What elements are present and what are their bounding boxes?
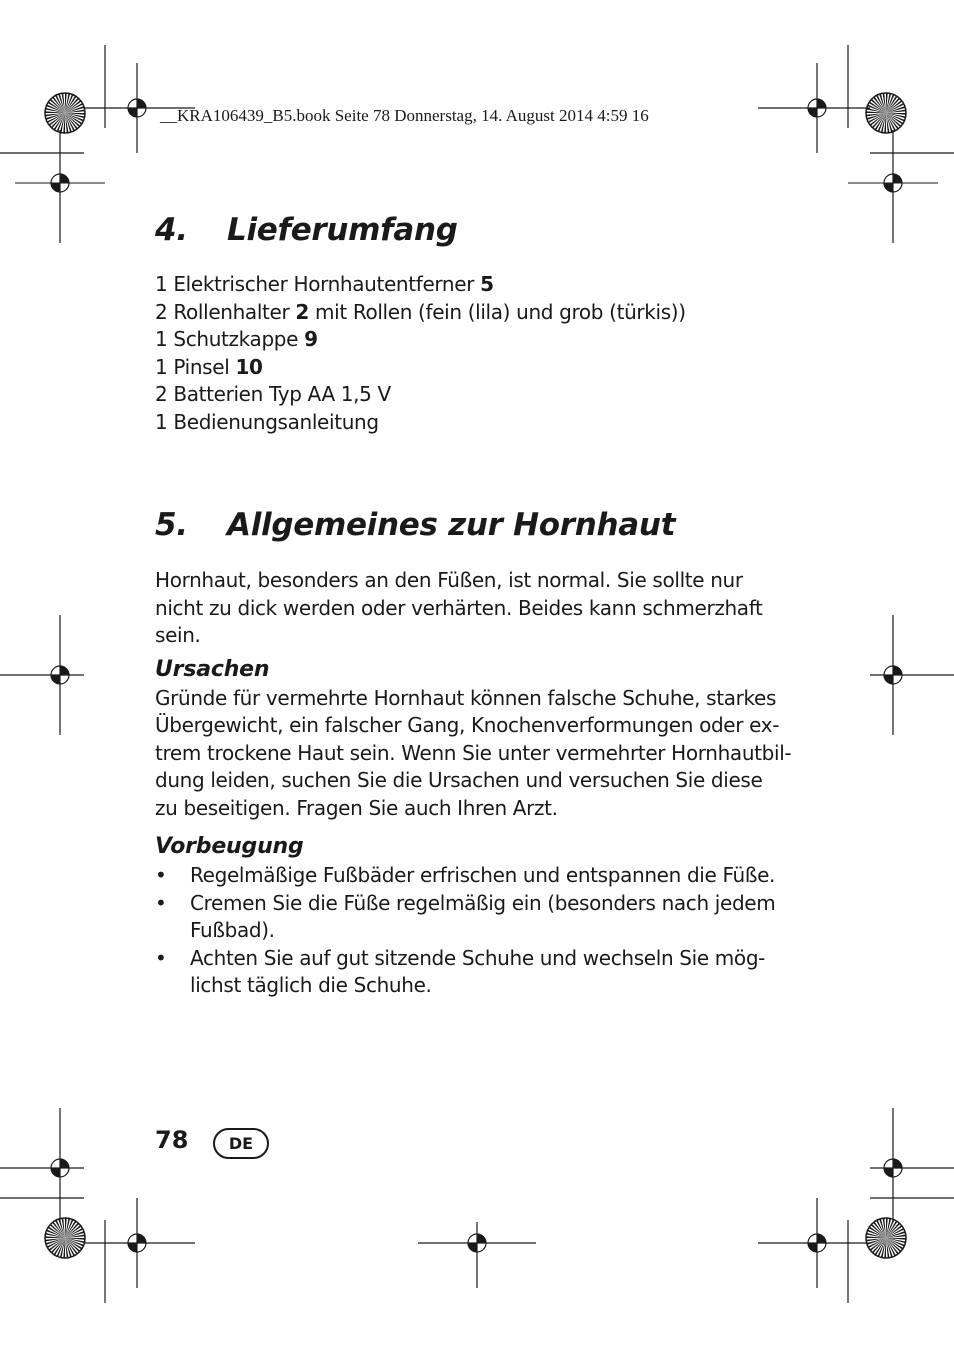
page-number: 78 [155, 1126, 189, 1154]
contents-item-text: 1 Schutzkappe [155, 327, 305, 351]
contents-item-text-after: mit Rollen (fein (lila) und grob (türkis)) [308, 299, 686, 324]
contents-item-text: 1 Pinsel [155, 354, 236, 379]
section-5-body [155, 567, 792, 1000]
text-line: trem trockene Haut sein. Wenn Sie unter vermehrter Hornhautbil- [155, 740, 792, 765]
part-number-ref: 10 [235, 354, 263, 379]
text-line: • Cremen Sie die Füße regelmäßig ein (besonders nach jedem [190, 890, 776, 915]
prevention-item [155, 862, 785, 890]
contents-item-text: 2 Rollenhalter [155, 299, 296, 324]
text-line: Gründe für vermehrte Hornhaut können falsche Schuhe, starkes [155, 685, 777, 710]
text-line: zu beseitigen. Fragen Sie auch Ihren Arzt. [155, 795, 558, 820]
prevention-item [155, 945, 785, 1000]
contents-item-text: 1 Elektrischer Hornhautentferner [155, 272, 481, 296]
contents-item [155, 409, 785, 437]
contents-item-text: 2 Batterien Typ AA 1,5 V [155, 382, 391, 406]
text-line: lichst täglich die Schuhe. [190, 973, 432, 997]
causes-paragraph [155, 685, 792, 823]
text-line: dung leiden, suchen Sie die Ursachen und versuchen Sie diese [155, 768, 763, 792]
contents-item [155, 381, 785, 409]
section-4-number: 4. [155, 212, 188, 248]
part-number-ref: 9 [304, 327, 318, 351]
prevention-item [155, 890, 785, 945]
language-badge: DE [213, 1128, 269, 1159]
section-4-heading [155, 212, 458, 248]
contents-item [155, 299, 785, 327]
text-line: Fußbad). [190, 918, 275, 942]
intro-paragraph [155, 567, 785, 650]
prevention-heading: Vorbeugung [155, 834, 304, 859]
text-line: • Regelmäßige Fußbäder erfrischen und entspannen die Füße. [190, 863, 776, 887]
contents-item [155, 354, 785, 382]
section-4-title: Lieferumfang [227, 212, 458, 248]
print-file-info: __KRA106439_B5.book Seite 78 Donnerstag, 14. August 2014 4:59 16 [160, 106, 649, 125]
causes-heading: Ursachen [155, 656, 270, 682]
text-line: nicht zu dick werden oder verhärten. Beides kann schmerzhaft [155, 595, 763, 620]
text-line: • Achten Sie auf gut sitzende Schuhe und wechseln Sie mög- [190, 945, 766, 970]
part-number-ref: 5 [480, 272, 494, 296]
text-line: Übergewicht, ein falscher Gang, Knochenverformungen oder ex- [155, 713, 780, 737]
contents-item-text: 1 Bedienungsanleitung [155, 409, 379, 434]
delivery-contents-list [155, 271, 785, 436]
contents-item [155, 326, 785, 354]
part-number-ref: 2 [295, 299, 309, 324]
text-line: Hornhaut, besonders an den Füßen, ist normal. Sie sollte nur [155, 568, 743, 592]
section-5-number: 5. [155, 507, 188, 543]
section-5-title: Allgemeines zur Hornhaut [227, 507, 676, 543]
contents-item [155, 271, 785, 299]
section-5-heading [155, 507, 675, 543]
text-line: sein. [155, 623, 201, 647]
prevention-list [155, 862, 785, 1000]
